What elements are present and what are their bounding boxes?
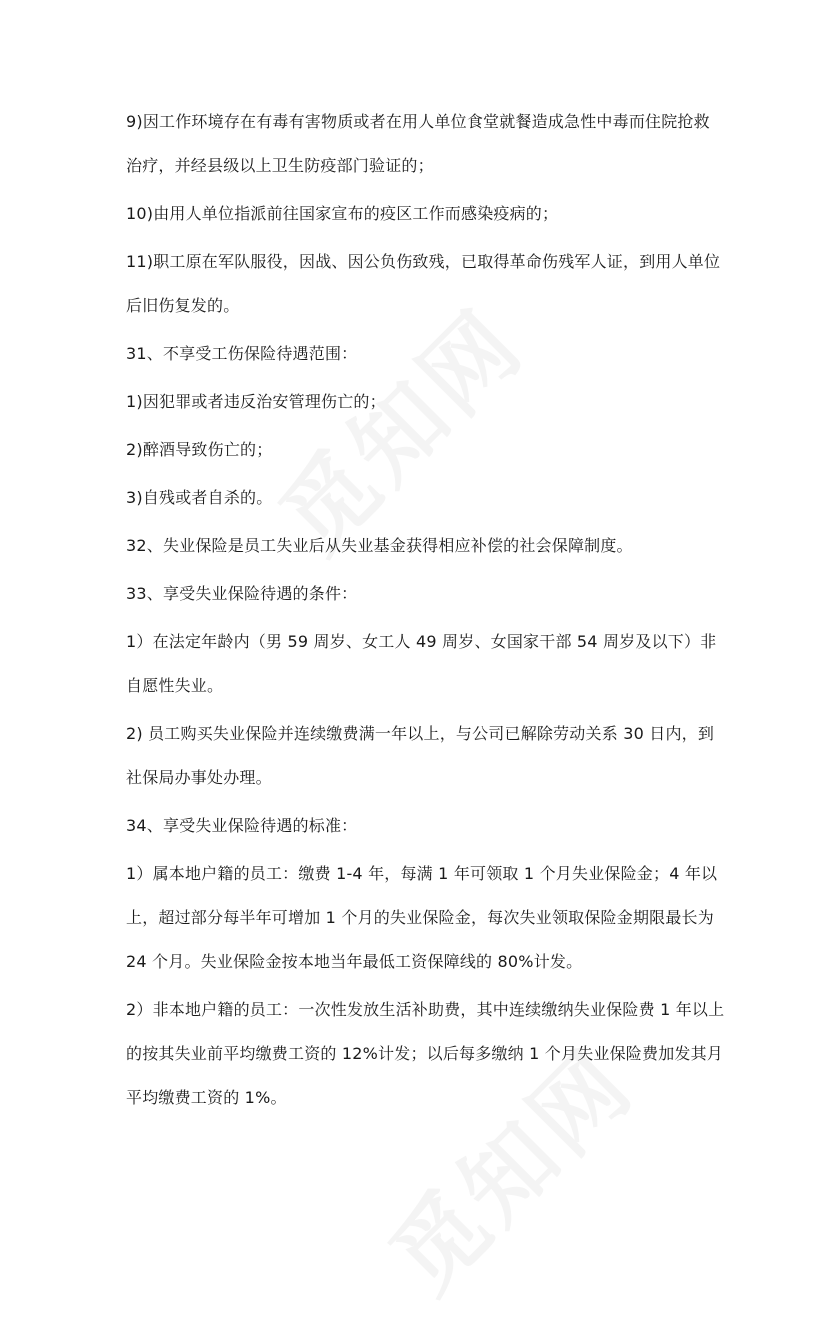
paragraph: 1）在法定年龄内（男 59 周岁、女工人 49 周岁、女国家干部 54 周岁及以下）非自愿性失业。 [126,632,717,695]
paragraph: 11)职工原在军队服役，因战、因公负伤致残，已取得革命伤残军人证，到用人单位后旧伤复发的。 [126,252,721,315]
paragraph: 1)因犯罪或者违反治安管理伤亡的； [126,392,386,411]
paragraph: 1）属本地户籍的员工：缴费 1-4 年，每满 1 年可领取 1 个月失业保险金；4 年以上，超过部分每半年可增加 1 个月的失业保险金，每次失业领取保险金期限最长为 24 个月。失业保险金按本地当年最低工资保障线的 80%计发。 [126,864,718,971]
section-heading: 34、享受失业保险待遇的标准： [126,816,358,835]
paragraph: 2) 员工购买失业保险并连续缴费满一年以上，与公司已解除劳动关系 30 日内，到社保局办事处办理。 [126,724,715,787]
paragraph: 9)因工作环境存在有毒有害物质或者在用人单位食堂就餐造成急性中毒而住院抢救治疗，并经县级以上卫生防疫部门验证的； [126,112,710,175]
paragraph: 10)由用人单位指派前往国家宣布的疫区工作而感染疫病的； [126,204,559,223]
paragraph: 2)醉酒导致伤亡的； [126,440,273,459]
section-heading: 33、享受失业保险待遇的条件： [126,584,358,603]
document-body [126,100,726,1124]
section-heading: 31、不享受工伤保险待遇范围： [126,344,358,363]
section-heading: 32、失业保险是员工失业后从失业基金获得相应补偿的社会保障制度。 [126,536,633,555]
paragraph: 2）非本地户籍的员工：一次性发放生活补助费，其中连续缴纳失业保险费 1 年以上的按其失业前平均缴费工资的 12%计发；以后每多缴纳 1 个月失业保险费加发其月平均缴费工资的 1%。 [126,1000,725,1107]
paragraph: 3)自残或者自杀的。 [126,488,273,507]
